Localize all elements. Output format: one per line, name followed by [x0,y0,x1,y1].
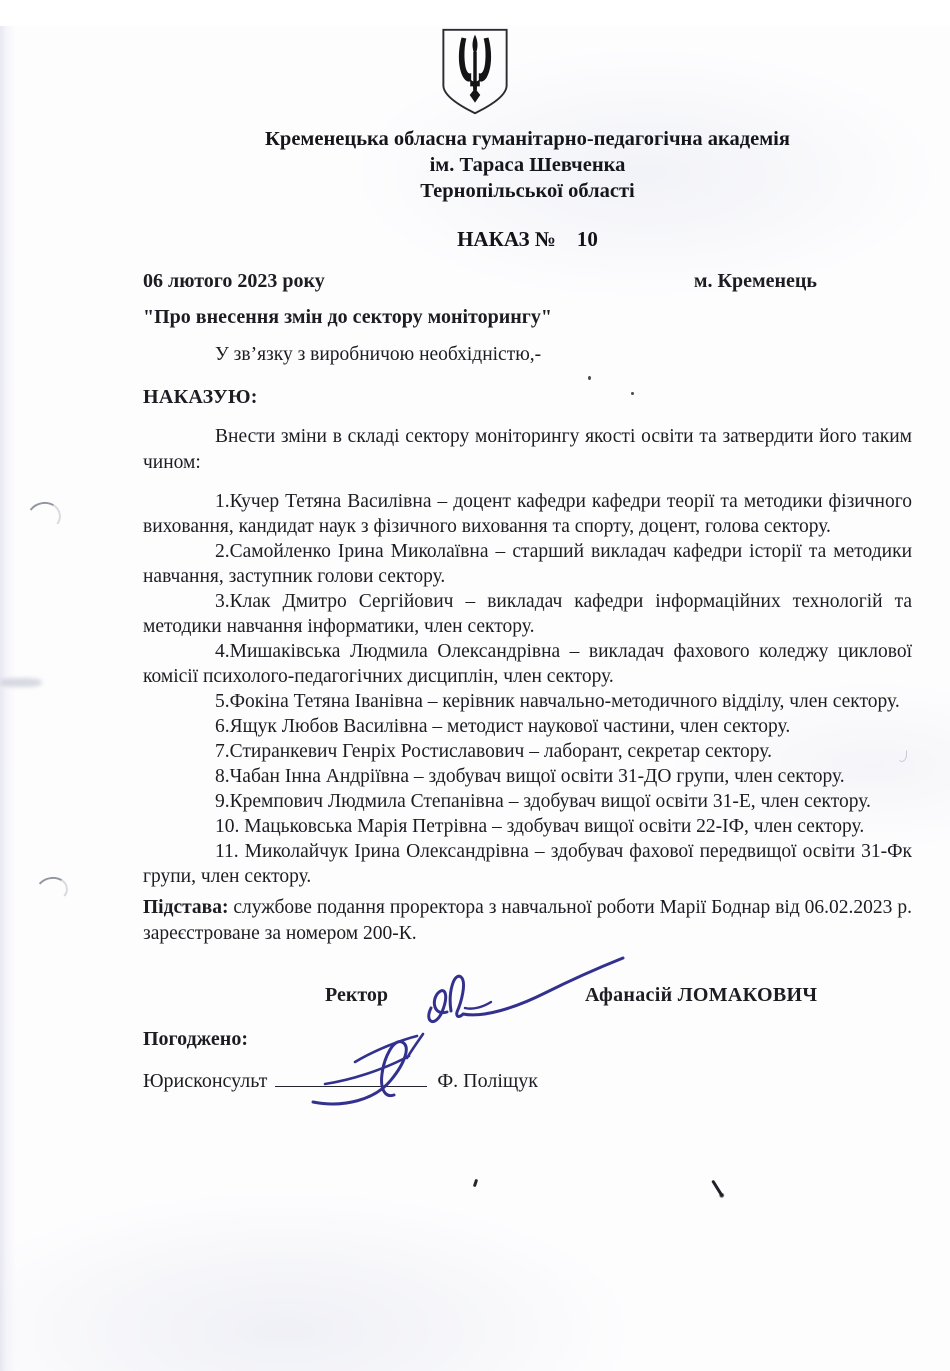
signature-block [143,972,912,1152]
order-preamble: У зв’язку з виробничою необхідністю,- [215,344,542,365]
order-item-3: 3.Клак Дмитро Сергійович – викладач кафедри інформаційних технологій та методики навчання інформатики, член сектору. [143,591,912,637]
order-subject: "Про внесення змін до сектору моніторингу" [143,306,552,328]
legal-name: Ф. Поліщук [437,1070,538,1092]
ink-speck-artifact [588,376,591,380]
date-place-row [143,268,912,294]
agreed-label: Погоджено: [143,1028,248,1050]
order-date: 06 лютого 2023 року [143,270,325,292]
order-item-11: 11. Миколайчук Ірина Олександрівна – здобувач фахової передвищої освіти 31-Фк групи, член сектору. [143,841,912,887]
academy-name-line2: ім. Тараса Шевченка [429,154,626,176]
order-item-2: 2.Самойленко Ірина Миколаївна – старший викладач кафедри історії та методики навчання, заступник голови сектору. [143,541,912,587]
order-item-7: 7.Стиранкевич Генріх Ростиславович – лаборант, секретар сектору. [215,741,772,762]
scan-smudge-artifact [0,678,42,687]
basis-text: службове подання проректора з навчальної роботи Марії Боднар від 06.02.2023 р. зареєстроване за номером 200-К. [143,897,912,944]
order-items-list [143,489,912,889]
order-item-9: 9.Кремпович Людмила Степанівна – здобувач вищої освіти 31-Е, член сектору. [215,791,871,812]
basis-paragraph [143,895,912,947]
order-item-5: 5.Фокіна Тетяна Іванівна – керівник навчально-методичного відділу, член сектору. [215,691,900,712]
order-item-10: 10. Мацьковська Марія Петрівна – здобувач вищої освіти 22-ІФ, член сектору. [215,816,865,837]
academy-name-line3: Тернопільської області [420,180,635,202]
order-item-6: 6.Ящук Любов Василівна – методист наукової частини, член сектору. [215,716,791,737]
ink-stroke-artifact [711,1180,724,1198]
basis-label: Підстава: [143,897,229,918]
order-item-8: 8.Чабан Інна Андріївна – здобувач вищої освіти 31-ДО групи, член сектору. [215,766,845,787]
ink-tick-artifact [473,1179,478,1188]
order-place: м. Кременець [693,270,817,292]
rector-name: Афанасій ЛОМАКОВИЧ [585,984,818,1006]
ink-speck-artifact [631,392,634,395]
academy-name-line1: Кременецька обласна гуманітарно-педагогічна академія [265,128,790,150]
order-item-4: 4.Мишаківська Людмила Олександрівна – викладач фахового коледжу циклової комісії психолого-педагогічних дисциплін, член сектору. [143,641,912,687]
legal-title: Юрисконсульт [143,1070,268,1092]
order-number-title: НАКАЗ № 10 [457,227,598,251]
legal-signature [295,1028,447,1114]
ukraine-trident-emblem [437,26,513,118]
scanned-order-document [0,26,950,1371]
order-intro-paragraph: Внести зміни в складі сектору моніторингу якості освіти та затвердити його таким чином: [143,426,912,473]
document-body [0,126,950,947]
command-word: НАКАЗУЮ: [143,386,258,408]
legal-signature-row [143,1068,538,1093]
rector-title: Ректор [325,984,389,1006]
order-item-1: 1.Кучер Тетяна Василівна – доцент кафедри кафедри теорії та методики фізичного виховання, кандидат наук з фізичного виховання та спорту, доцент, голова сектору. [143,491,912,537]
